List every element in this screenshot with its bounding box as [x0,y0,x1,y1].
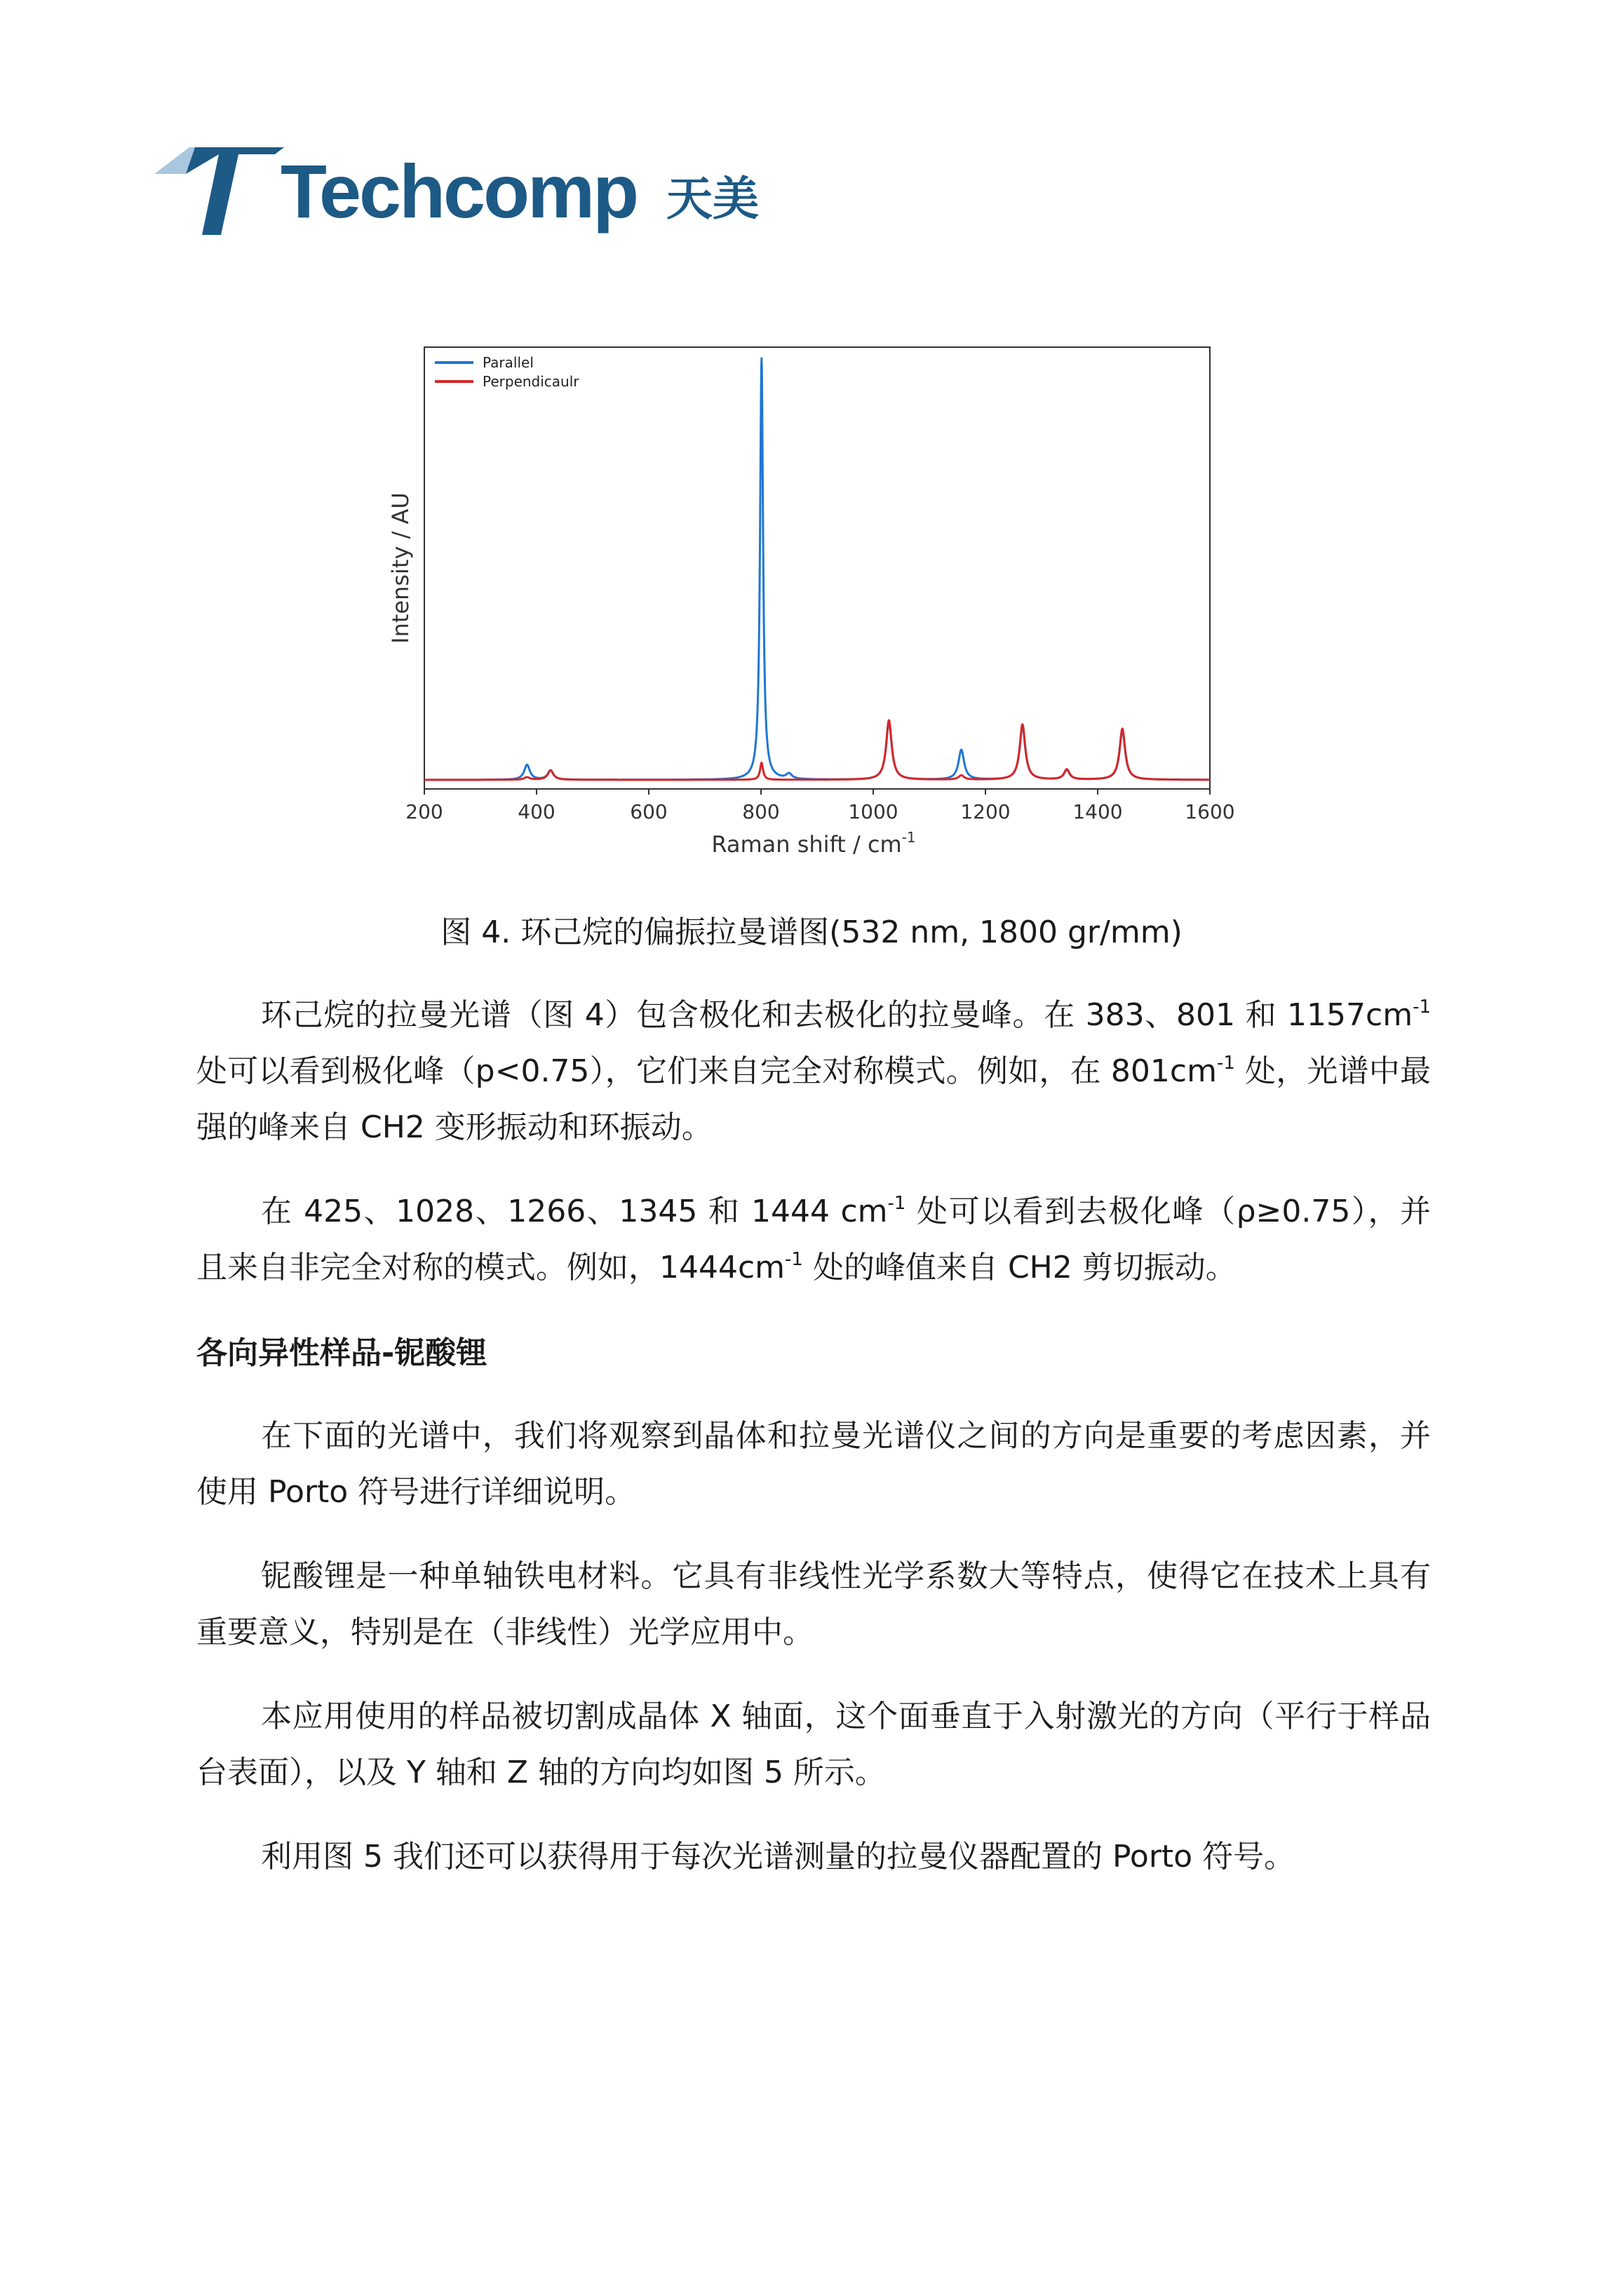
x-tick-label: 800 [742,800,780,823]
x-tick-label: 400 [518,800,555,823]
raman-spectrum-chart [379,337,1262,870]
legend-label-perpendicular: Perpendicaulr [483,373,579,390]
x-tick-label: 1600 [1185,800,1235,823]
x-tick-label: 1200 [960,800,1011,823]
paragraph-depolarized: 在 425、1028、1266、1345 和 1444 $cm^{-1}$ 处可以看到去极化峰（ρ≥0.75），并且来自非完全对称的模式。例如，$1444cm^{-1}$ 处的峰值来自 CH2 剪切振动。 [196,1193,1431,1285]
x-tick-label: 600 [630,800,668,823]
paragraph-porto-intro: 在下面的光谱中，我们将观察到晶体和拉曼光谱仪之间的方向是重要的考虑因素，并使用 Porto 符号进行详细说明。 [196,1418,1431,1510]
plot-area [424,347,1210,789]
y-axis-label: Intensity / AU [387,492,414,644]
paragraph-polarized: 环己烷的拉曼光谱（图 4）包含极化和去极化的拉曼峰。在 383、801 和 $1157cm^{-1}$ 处可以看到极化峰（p<0.75），它们来自完全对称模式。例如，在 $801cm^{-1}$ 处，光谱中最强的峰来自 CH2 变形振动和环振动。 [196,997,1431,1145]
logo-mark-dark [186,147,284,235]
x-tick-label: 1400 [1072,800,1123,823]
legend [435,354,579,390]
legend-label-parallel: Parallel [483,354,534,371]
x-axis-ticks [405,789,1234,823]
logo-cn-text: 天美 [666,172,759,226]
x-tick-label: 1000 [848,800,898,823]
paragraph-sample-cut: 本应用使用的样品被切割成晶体 X 轴面，这个面垂直于入射激光的方向（平行于样品台表面），以及 Y 轴和 Z 轴的方向均如图 5 所示。 [196,1699,1431,1790]
section-heading: 各向异性样品-铌酸锂 [196,1335,487,1371]
logo-brand-text: Techcomp [281,149,638,234]
paragraph-porto-notation: 利用图 5 我们还可以获得用于每次光谱测量的拉曼仪器配置的 Porto 符号。 [261,1839,1295,1875]
series-line-parallel [424,358,1210,780]
series-line-perpendicaulr [424,720,1210,780]
figure-caption: 图 4. 环己烷的偏振拉曼谱图(532 nm, 1800 gr/mm) [440,914,1183,950]
x-tick-label: 200 [405,800,443,823]
plot-frame [424,347,1210,789]
x-axis-label: Raman shift / $cm^{-1}$ [711,829,916,858]
paragraph-lithium-niobate: 铌酸锂是一种单轴铁电材料。它具有非线性光学系数大等特点，使得它在技术上具有重要意义，特别是在（非线性）光学应用中。 [196,1558,1431,1650]
techcomp-logo [154,147,786,245]
